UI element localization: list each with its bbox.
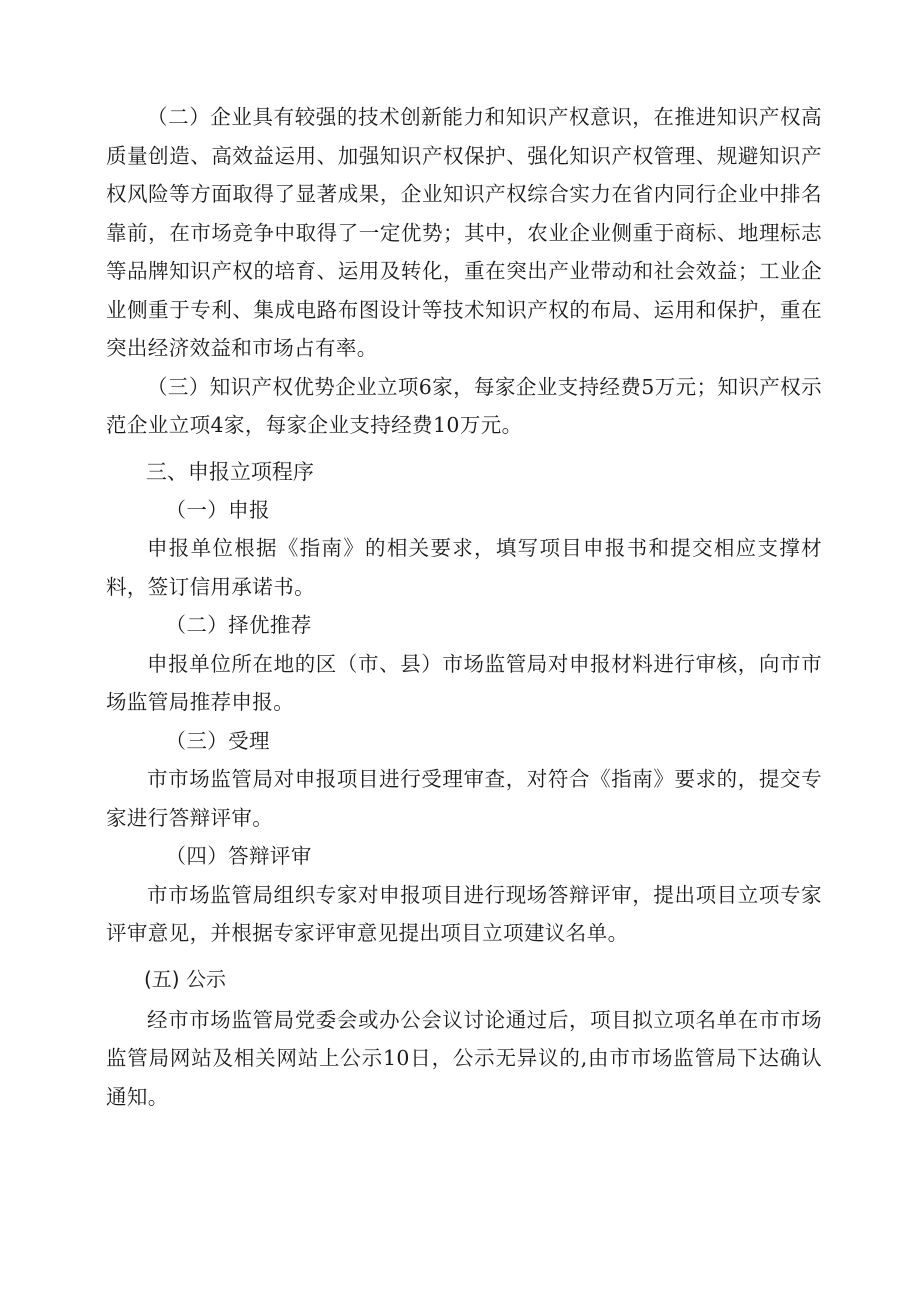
section-heading: 三、申报立项程序	[145, 459, 314, 484]
step-heading-review: （四）答辩评审	[165, 844, 312, 868]
step-heading-publicity: (五) 公示	[144, 966, 226, 991]
step-heading-accept: （三）受理	[165, 728, 270, 753]
document-page	[106, 98, 822, 1116]
step-body-accept: 市市场监管局对申报项目进行受理审查，对符合《指南》要求的，提交专家进行答辩评审。	[106, 767, 822, 830]
paragraph-tech-innovation: （二）企业具有较强的技术创新能力和知识产权意识，在推进知识产权高质量创造、高效益运用、加强知识产权保护、强化知识产权管理、规避知识产权风险等方面取得了显著成果，企业知识产权综合实力在省内同行企业中排名靠前，在市场竞争中取得了一定优势；其中，农业企业侧重于商标、地理标志等品牌知识产权的培育、运用及转化，重在突出产业带动和社会效益；工业企业侧重于专利、集成电路布图设计等技术知识产权的布局、运用和保护，重在突出经济效益和市场占有率。	[106, 105, 822, 360]
step-body-review: 市市场监管局组织专家对申报项目进行现场答辩评审，提出项目立项专家评审意见，并根据专家评审意见提出项目立项建议名单。	[106, 882, 822, 945]
step-heading-apply: （一）申报	[165, 497, 270, 522]
paragraph-funding: （三）知识产权优势企业立项6家，每家企业支持经费5万元；知识产权示范企业立项4家，每家企业支持经费10万元。	[106, 374, 822, 437]
step-body-publicity: 经市市场监管局党委会或办公会议讨论通过后，项目拟立项名单在市市场监管局网站及相关网站上公示10日，公示无异议的,由市市场监管局下达确认通知。	[106, 1007, 822, 1109]
step-body-recommend: 申报单位所在地的区（市、县）市场监管局对申报材料进行审核，向市市场监管局推荐申报。	[106, 651, 822, 714]
step-body-apply: 申报单位根据《指南》的相关要求，填写项目申报书和提交相应支撑材料，签订信用承诺书。	[106, 536, 822, 599]
step-heading-recommend: （二）择优推荐	[165, 613, 312, 637]
